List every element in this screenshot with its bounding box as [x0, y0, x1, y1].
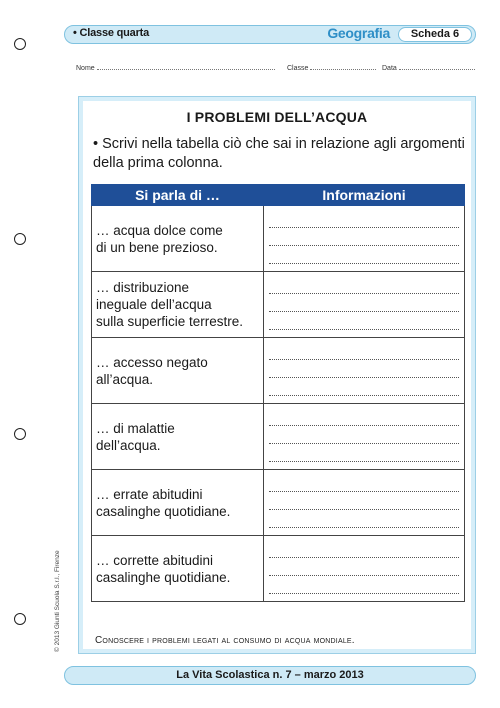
answer-line[interactable]	[269, 411, 459, 426]
column-header-information: Informazioni	[264, 185, 465, 206]
answer-line[interactable]	[269, 477, 459, 492]
column-header-topic: Si parla di …	[92, 185, 264, 206]
answer-line[interactable]	[269, 513, 459, 528]
binder-hole-2	[14, 233, 26, 245]
topic-text: … acqua dolce come di un bene prezioso.	[96, 222, 223, 255]
topic-text: … distribuzione ineguale dell’acqua sulla superficie terrestre.	[96, 280, 244, 329]
subject-label: Geografia	[327, 25, 390, 41]
worksheet-frame	[78, 96, 476, 654]
answer-line[interactable]	[269, 447, 459, 462]
learning-objective: Conoscere i problemi legati al consumo di acqua mondiale.	[95, 635, 355, 646]
answer-cell[interactable]	[264, 206, 465, 272]
binder-hole-1	[14, 38, 26, 50]
header-bar	[64, 25, 476, 44]
publication-bar	[64, 666, 476, 685]
answer-cell[interactable]	[264, 470, 465, 536]
class-field-label: Classe	[287, 65, 309, 72]
answer-line[interactable]	[269, 429, 459, 444]
topic-text: … accesso negato all’acqua.	[96, 354, 208, 387]
binder-hole-4	[14, 613, 26, 625]
answer-line[interactable]	[269, 279, 459, 294]
topic-text: … errate abitudini casalinghe quotidiane.	[96, 486, 231, 519]
worksheet-content	[83, 101, 471, 649]
copyright-notice: © 2013 Giunti Scuola S.r.l., Firenze	[54, 550, 61, 652]
answer-line[interactable]	[269, 213, 459, 228]
answer-line[interactable]	[269, 381, 459, 396]
answer-line[interactable]	[269, 495, 459, 510]
date-field[interactable]	[382, 63, 475, 72]
topic-cell	[92, 404, 264, 470]
answer-line[interactable]	[269, 231, 459, 246]
class-field[interactable]	[287, 63, 376, 72]
date-label: Data	[382, 65, 397, 72]
topic-cell	[92, 338, 264, 404]
binder-hole-3	[14, 428, 26, 440]
answer-line[interactable]	[269, 363, 459, 378]
table-row	[92, 206, 465, 272]
answer-cell[interactable]	[264, 404, 465, 470]
table-row	[92, 404, 465, 470]
name-field[interactable]	[76, 63, 275, 72]
instruction-text: • Scrivi nella tabella ciò che sai in relazione agli argomenti della prima colonna.	[93, 136, 465, 171]
table-header-row	[92, 185, 465, 206]
topic-cell	[92, 470, 264, 536]
answer-line[interactable]	[269, 297, 459, 312]
answer-table	[91, 184, 465, 602]
answer-cell[interactable]	[264, 272, 465, 338]
answer-line[interactable]	[269, 345, 459, 360]
class-label: • Classe quarta	[73, 27, 150, 39]
name-label: Nome	[76, 65, 95, 72]
table-row	[92, 536, 465, 602]
topic-cell	[92, 272, 264, 338]
page-title: I PROBLEMI DELL’ACQUA	[186, 109, 368, 125]
table-row	[92, 338, 465, 404]
publication-label: La Vita Scolastica n. 7 – marzo 2013	[176, 669, 364, 681]
topic-cell	[92, 536, 264, 602]
worksheet-number: Scheda 6	[398, 27, 472, 42]
answer-line[interactable]	[269, 579, 459, 594]
answer-line[interactable]	[269, 249, 459, 264]
answer-line[interactable]	[269, 315, 459, 330]
topic-cell	[92, 206, 264, 272]
table-row	[92, 470, 465, 536]
answer-line[interactable]	[269, 543, 459, 558]
topic-text: … di malattie dell’acqua.	[96, 420, 175, 453]
answer-cell[interactable]	[264, 536, 465, 602]
table-row	[92, 272, 465, 338]
topic-text: … corrette abitudini casalinghe quotidiane.	[96, 552, 231, 585]
answer-line[interactable]	[269, 561, 459, 576]
answer-cell[interactable]	[264, 338, 465, 404]
